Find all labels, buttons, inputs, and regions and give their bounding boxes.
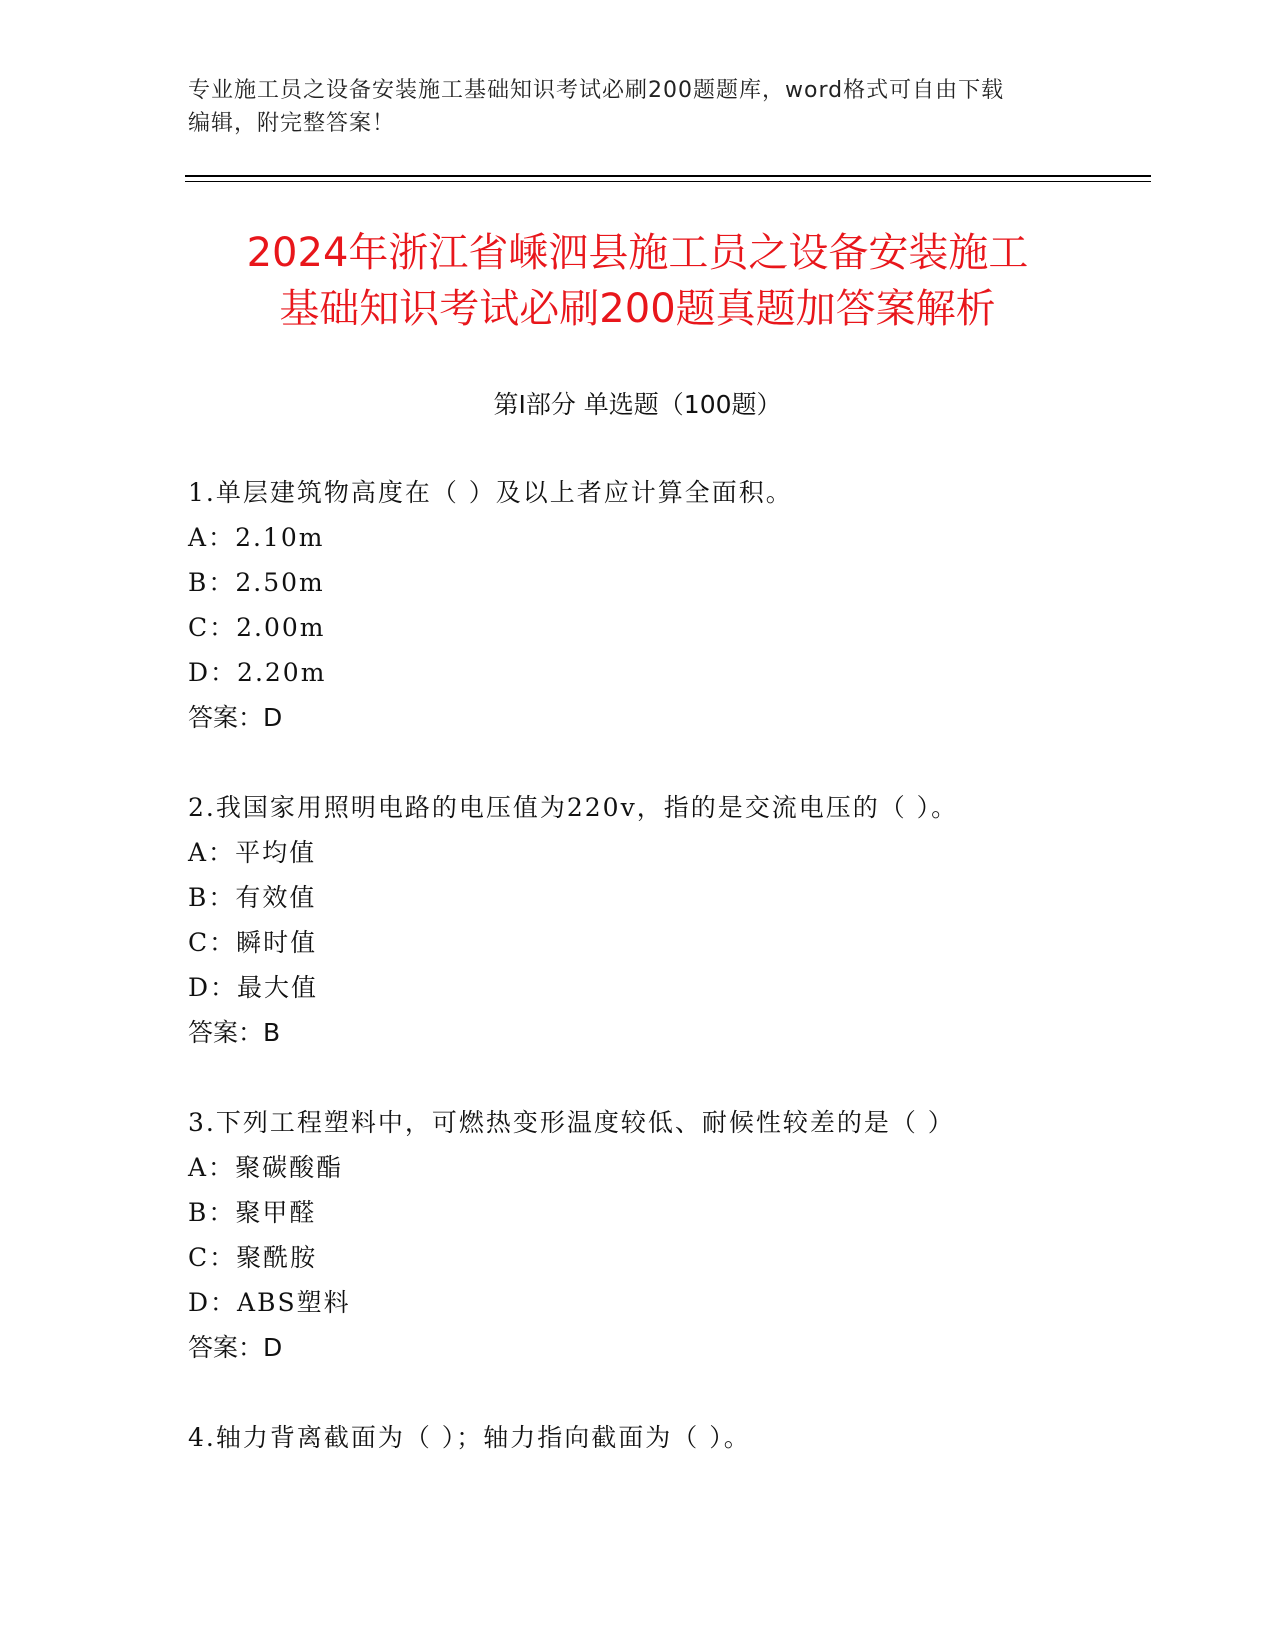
option-key: D：: [188, 658, 238, 687]
header-note-line-2: 编辑，附完整答案！: [188, 111, 396, 136]
option-b: [188, 875, 1148, 920]
option-key: C：: [188, 613, 237, 642]
answer: 答案：D: [188, 1333, 283, 1362]
option-text: 2.50m: [235, 568, 325, 597]
option-text: 瞬时值: [236, 928, 318, 957]
option-a: [188, 1145, 1148, 1190]
option-a: [188, 830, 1148, 875]
option-key: B：: [188, 1198, 236, 1227]
option-text: 聚酰胺: [236, 1243, 318, 1272]
option-text: ABS塑料: [237, 1288, 351, 1317]
option-c: [188, 1235, 1148, 1280]
option-key: A：: [188, 523, 236, 552]
option-text: 有效值: [235, 883, 317, 912]
option-b: [188, 560, 1148, 605]
document-title: [120, 225, 1155, 337]
question-stem: 2.我国家用照明电路的电压值为220v，指的是交流电压的（ ）。: [188, 793, 959, 822]
option-d: [188, 965, 1148, 1010]
document-title-line-1: 2024年浙江省嵊泗县施工员之设备安装施工: [246, 230, 1029, 276]
question-stem: 3.下列工程塑料中，可燃热变形温度较低、耐候性较差的是（ ）: [188, 1108, 955, 1137]
option-text: 聚甲醛: [235, 1198, 317, 1227]
option-key: C：: [188, 1243, 237, 1272]
option-key: D：: [188, 1288, 238, 1317]
option-text: 聚碳酸酯: [235, 1153, 344, 1182]
option-c: [188, 605, 1148, 650]
question-3: [188, 1100, 1148, 1370]
header-divider-thick: [185, 175, 1151, 177]
question-4: [188, 1415, 1148, 1460]
option-text: 2.00m: [236, 613, 326, 642]
answer: 答案：D: [188, 703, 283, 732]
option-key: B：: [188, 568, 236, 597]
option-a: [188, 515, 1148, 560]
header-divider-thin: [185, 181, 1151, 182]
option-c: [188, 920, 1148, 965]
document-title-line-2: 基础知识考试必刷200题真题加答案解析: [279, 286, 996, 332]
option-b: [188, 1190, 1148, 1235]
section-title: 第Ⅰ部分 单选题（100题）: [493, 390, 782, 419]
header-note-line-1: 专业施工员之设备安装施工基础知识考试必刷200题题库，word格式可自由下载: [188, 78, 1005, 103]
option-text: 2.10m: [235, 523, 325, 552]
option-d: [188, 650, 1148, 695]
option-text: 2.20m: [237, 658, 327, 687]
header-note: [188, 74, 1088, 140]
answer: 答案：B: [188, 1018, 281, 1047]
question-1: [188, 470, 1148, 740]
option-text: 平均值: [235, 838, 317, 867]
option-key: A：: [188, 1153, 236, 1182]
option-text: 最大值: [237, 973, 319, 1002]
question-stem: 1.单层建筑物高度在（ ）及以上者应计算全面积。: [188, 478, 793, 507]
option-key: B：: [188, 883, 236, 912]
option-key: A：: [188, 838, 236, 867]
question-stem: 4.轴力背离截面为（ ）；轴力指向截面为（ ）。: [188, 1423, 751, 1452]
option-key: C：: [188, 928, 237, 957]
question-list: [188, 470, 1148, 1505]
option-d: [188, 1280, 1148, 1325]
question-2: [188, 785, 1148, 1055]
option-key: D：: [188, 973, 238, 1002]
